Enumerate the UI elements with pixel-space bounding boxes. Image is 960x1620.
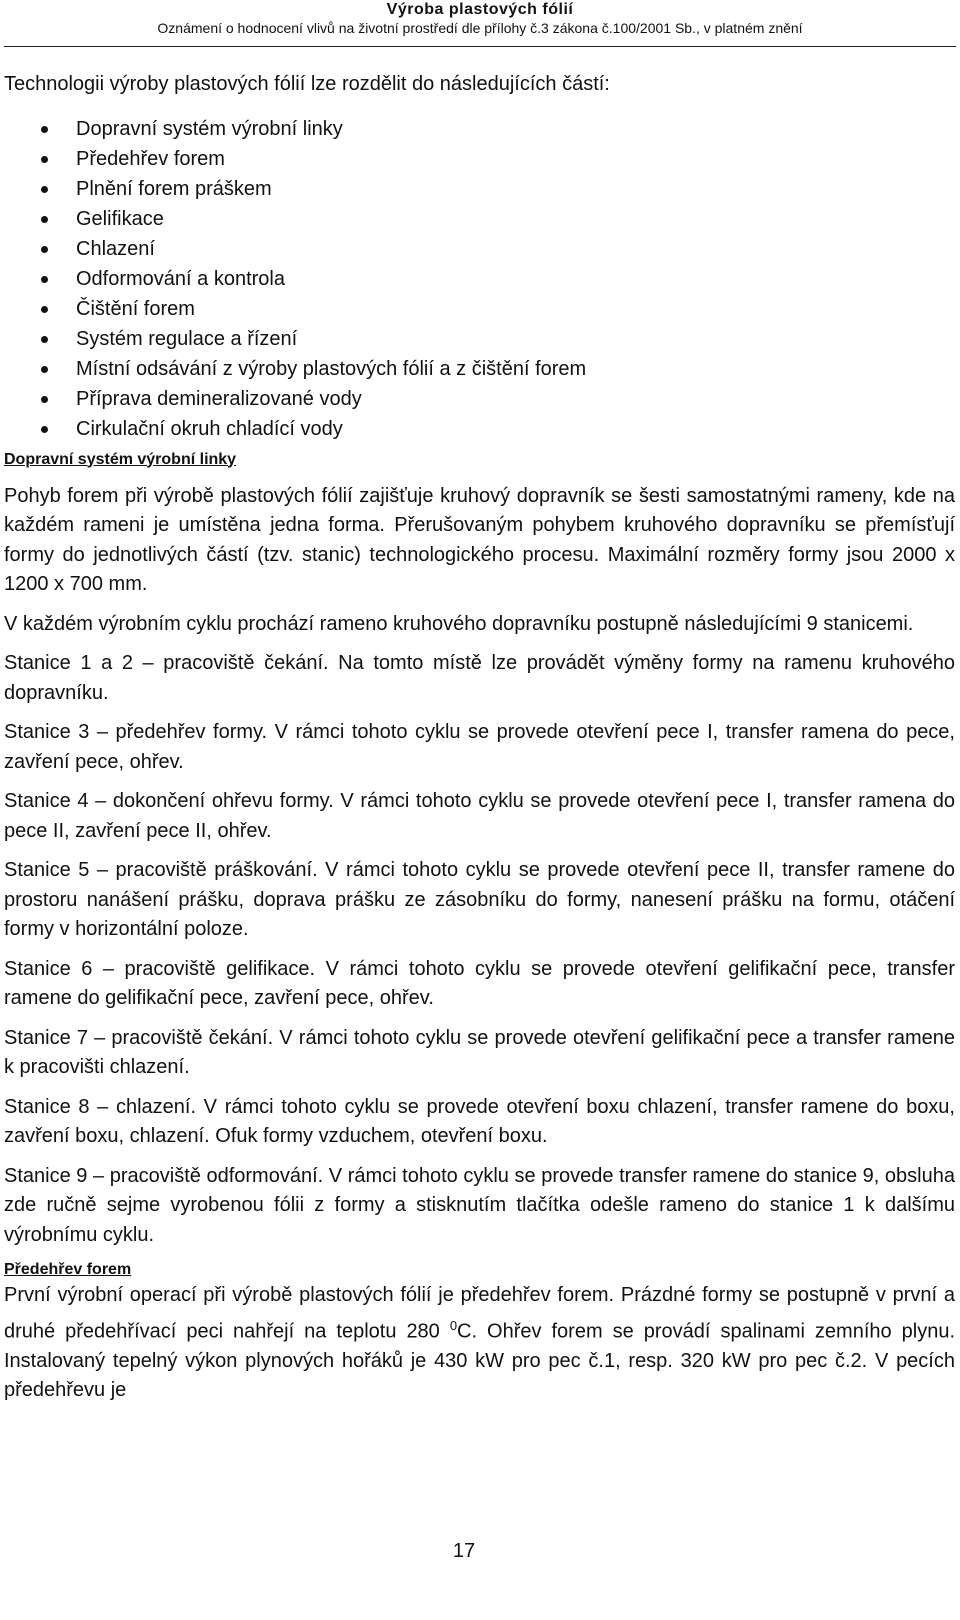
bullet-icon [41,246,48,253]
station-paragraph: Stanice 1 a 2 – pracoviště čekání. Na tomto místě lze provádět výměny formy na ramenu kruhového dopravníku. [4,652,955,704]
list-item: Předehřev forem [4,144,955,174]
superscript: 0 [449,1317,458,1333]
list-item: Cirkulační okruh chladící vody [4,414,955,444]
bullet-icon [41,336,48,343]
station-paragraph: Stanice 7 – pracoviště čekání. V rámci tohoto cyklu se provede otevření gelifikační pece a transfer ramene k pracovišti chlazení. [4,1026,955,1078]
list-item: Dopravní systém výrobní linky [4,114,955,144]
list-item: Místní odsávání z výroby plastových fólií a z čištění forem [4,354,955,384]
station-paragraph: Stanice 8 – chlazení. V rámci tohoto cyklu se provede otevření boxu chlazení, transfer ramene do boxu, zavření boxu, chlazení. Ofuk formy vzduchem, otevření boxu. [4,1095,955,1147]
header-divider [4,46,956,47]
bullet-icon [41,306,48,313]
station-paragraph: Stanice 9 – pracoviště odformování. V rámci tohoto cyklu se provede transfer ramene do stanice 9, obsluha zde ručně sejme vyrobenou fólii z formy a stisknutím tlačítka odešle rameno do stanice 1 k dalšímu výrobnímu cyklu. [4,1164,955,1246]
intro-paragraph: Technologii výroby plastových fólií lze rozdělit do následujících částí: [4,73,610,95]
body-paragraph: První výrobní operací při výrobě plastových fólií je předehřev forem. Prázdné formy se postupně v první a druhé předehřívací peci nahřejí na teplotu 280 $^0$C. Ohřev forem se provádí spalinami zemního plynu. Instalovaný tepelný výkon plynových hořáků je 430 kW pro pec č.1, resp. 320 kW pro pec č.2. V pecích předehřevu je [4,1284,956,1402]
list-item: Systém regulace a řízení [4,324,955,354]
bullet-icon [41,186,48,193]
bullet-icon [41,216,48,223]
body-paragraph: Pohyb forem při výrobě plastových fólií zajišťuje kruhový dopravník se šesti samostatnými rameny, kde na každém rameni je umístěna jedna forma. Přerušovaným pohybem kruhového dopravníku se přemísťují formy do jednotlivých částí (tzv. stanic) technologického procesu. Maximální rozměry formy jsou 2000 x 1200 x 700 mm. [4,484,955,595]
bullet-icon [41,366,48,373]
document-title: Výroba plastových fólií [386,1,574,18]
list-item: Gelifikace [4,204,955,234]
list-item: Čištění forem [4,294,955,324]
list-item: Plnění forem práškem [4,174,955,204]
section-heading: Dopravní systém výrobní linky [4,450,237,468]
station-paragraph: Stanice 5 – pracoviště práškování. V rámci tohoto cyklu se provede otevření pece II, transfer ramene do prostoru nanášení prášku, doprava prášku ze zásobníku do formy, nanesení prášku na formu, otáčení formy v horizontální poloze. [4,859,955,940]
bullet-icon [41,276,48,283]
station-paragraph: Stanice 6 – pracoviště gelifikace. V rámci tohoto cyklu se provede otevření gelifikační pece, transfer ramene do gelifikační pece, zavření pece, ohřev. [4,957,955,1009]
bullet-icon [41,396,48,403]
list-item: Příprava demineralizované vody [4,384,955,414]
list-item: Chlazení [4,234,955,264]
station-paragraph: Stanice 3 – předehřev formy. V rámci tohoto cyklu se provede otevření pece I, transfer ramena do pece, zavření pece, ohřev. [4,721,955,773]
document-subtitle: Oznámení o hodnocení vlivů na životní prostředí dle přílohy č.3 zákona č.100/2001 Sb., v platném znění [157,20,803,36]
list-item: Odformování a kontrola [4,264,955,294]
section-heading: Předehřev forem [4,1261,132,1278]
bullet-icon [41,426,48,433]
bullet-icon [41,126,48,133]
page-content [4,70,955,1406]
body-paragraph: V každém výrobním cyklu prochází rameno kruhového dopravníku postupně následujícími 9 stanicemi. [4,612,914,635]
station-paragraph: Stanice 4 – dokončení ohřevu formy. V rámci tohoto cyklu se provede otevření pece I, transfer ramena do pece II, zavření pece II, ohřev. [4,790,955,842]
process-parts-list [4,114,955,444]
page-header [0,0,960,37]
bullet-icon [41,156,48,163]
page-number: 17 [452,1540,476,1562]
